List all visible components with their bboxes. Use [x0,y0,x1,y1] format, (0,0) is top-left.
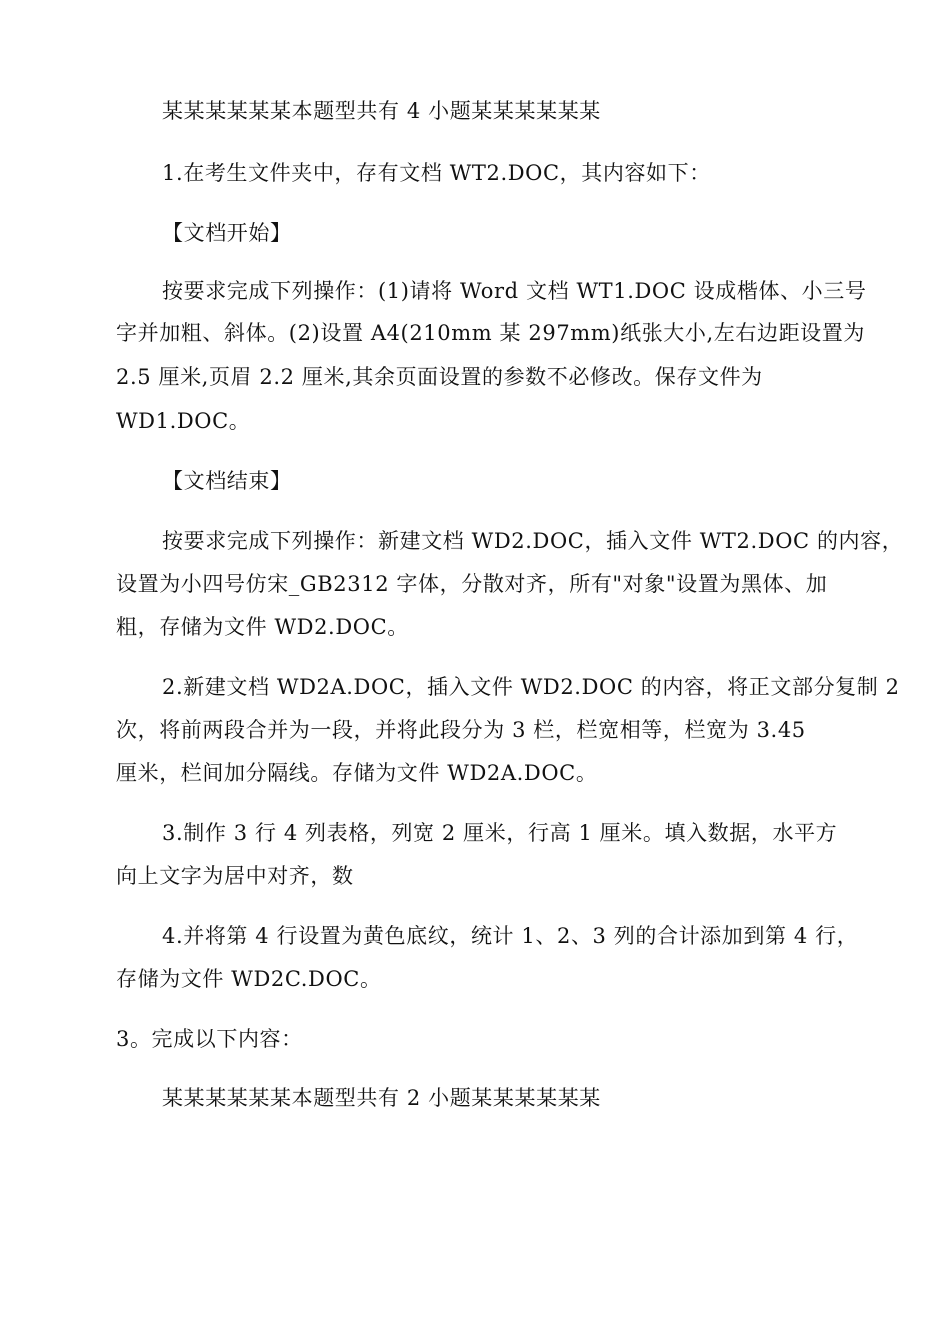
paragraph-line: 存储为文件 WD2C.DOC。 [116,967,382,991]
paragraph-line: 2.新建文档 WD2A.DOC，插入文件 WD2.DOC 的内容，将正文部分复制 2 [162,675,900,699]
paragraph-line: 向上文字为居中对齐，数 [116,864,354,888]
section-heading-1: 某某某某某某本题型共有 4 小题某某某某某某 [162,99,601,123]
paragraph-line: 次，将前两段合并为一段，并将此段分为 3 栏，栏宽相等，栏宽为 3.45 [116,718,806,742]
paragraph-line: WD1.DOC。 [116,409,251,433]
paragraph-line: 按要求完成下列操作：新建文档 WD2.DOC，插入文件 WT2.DOC 的内容， [162,529,904,553]
paragraph-line: 4.并将第 4 行设置为黄色底纹，统计 1、2、3 列的合计添加到第 4 行， [162,924,859,948]
section-item-3: 3。完成以下内容： [116,1027,303,1051]
paragraph-line: 3.制作 3 行 4 列表格，列宽 2 厘米，行高 1 厘米。填入数据，水平方 [162,821,838,845]
document-start-marker: 【文档开始】 [162,221,292,245]
paragraph-line: 2.5 厘米,页眉 2.2 厘米,其余页面设置的参数不必修改。保存文件为 [116,365,763,389]
question-1-intro: 1.在考生文件夹中，存有文档 WT2.DOC，其内容如下： [162,161,711,185]
paragraph-line: 设置为小四号仿宋_GB2312 字体，分散对齐，所有"对象"设置为黑体、加 [116,572,828,596]
paragraph-line: 厘米，栏间加分隔线。存储为文件 WD2A.DOC。 [116,761,598,785]
section-heading-2: 某某某某某某本题型共有 2 小题某某某某某某 [162,1086,601,1110]
document-end-marker: 【文档结束】 [162,469,292,493]
paragraph-line: 字并加粗、斜体。(2)设置 A4(210mm 某 297mm)纸张大小,左右边距设置为 [116,321,865,345]
paragraph-line: 粗，存储为文件 WD2.DOC。 [116,615,409,639]
paragraph-line: 按要求完成下列操作：(1)请将 Word 文档 WT1.DOC 设成楷体、小三号 [162,279,867,303]
